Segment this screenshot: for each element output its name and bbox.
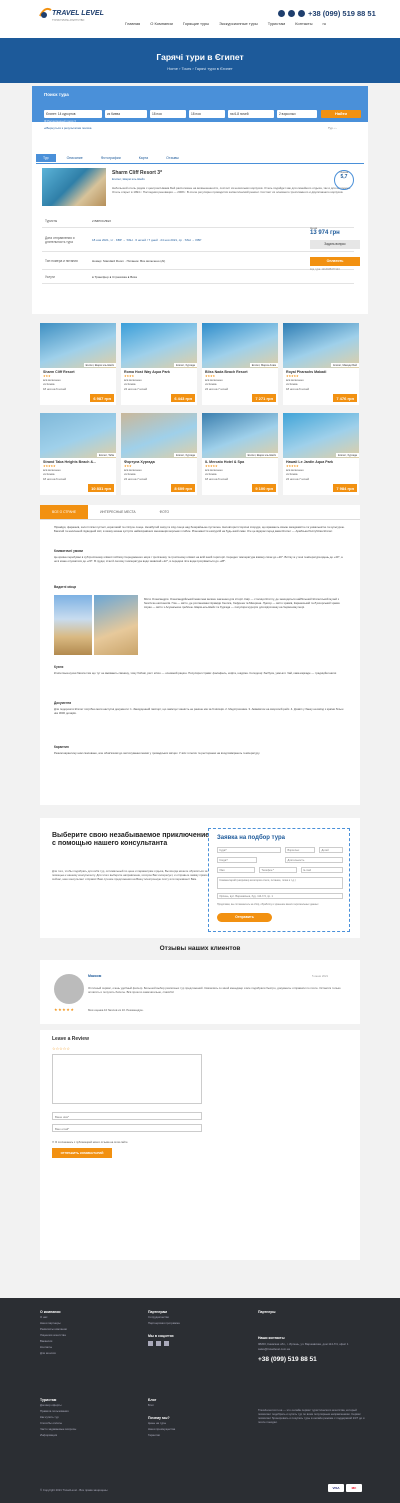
comment-input[interactable]: Комментарий (например категория отеля, питание, пляж и т.д.) xyxy=(217,877,343,889)
tour-card-date: 18 ноя на 6 ночей xyxy=(286,386,310,391)
tour-card-image[interactable] xyxy=(40,323,116,368)
tab-places[interactable]: ИНТЕРЕСНЫЕ МЕСТА xyxy=(100,510,136,514)
tour-card[interactable] xyxy=(283,323,359,405)
tourists-select[interactable]: 2 взрослых xyxy=(277,110,317,118)
row-room xyxy=(42,252,354,270)
consultant-description: Для того, чтобы подобрать для себя тур, оптимальный по цене и параметрам отдыха, Вы всегда можете обратиться за помощью к нашему консультанту. Для этого выберите направление, которое Вас интересует, и отправьте заявку прямо сейчас, наш консультант отправит Вам лучшие предложения на Вашу электронную почту или перезвонит Вам. xyxy=(52,869,208,881)
consent-checkbox[interactable]: ☐ Я соглашаюсь с публикацией моего отзыва на этом сайте xyxy=(52,1141,128,1144)
row-label: Туристы xyxy=(45,218,58,223)
footer-col-contacts xyxy=(258,1310,368,1363)
avatar xyxy=(54,974,84,1004)
footer-link[interactable]: О нас xyxy=(40,1315,48,1319)
social-title: Мы в соцсетях xyxy=(148,1334,174,1338)
footer-link[interactable]: Как купить тур xyxy=(40,1415,59,1419)
footer-col-title: Партнерам xyxy=(148,1310,168,1314)
departure-select[interactable]: из Киева xyxy=(105,110,147,118)
nights-select[interactable]: на 6-8 ночей xyxy=(228,110,274,118)
tour-card-price[interactable]: 10 831 грн xyxy=(88,484,114,492)
tour-card-image[interactable] xyxy=(121,323,197,368)
destination-select[interactable]: Єгипет: 14 курортов xyxy=(44,110,102,118)
footer-link[interactable]: Информация xyxy=(40,1433,58,1437)
search-title: Поиск тура xyxy=(44,92,69,97)
price-value: 13 974 грн xyxy=(310,230,340,236)
tab-photos[interactable]: Фотографии xyxy=(100,156,121,160)
whatsapp-icon[interactable] xyxy=(298,10,305,17)
page-title: Гарячі тури в Єгипет xyxy=(156,52,244,62)
review-stars: ★★★★★ xyxy=(54,1007,75,1012)
review-text: Отличный сервис, очень удобный фильтр. Большой выбор различных тур предложений. Связались со мной менеджер и все подобрали быстро, документы отправили по почте. Остается только оплатить и получить билеты. Всё прошло замечательно, спасибо! xyxy=(88,986,341,994)
tour-card-location: Египет, Таба xyxy=(98,453,114,457)
review-card xyxy=(40,960,360,1024)
nav-language[interactable]: ru xyxy=(322,21,327,26)
row-value: Номер: Standard Room · Питание: Все включено (AI) xyxy=(92,258,166,263)
kids-select[interactable]: Детей xyxy=(319,847,343,853)
country-info xyxy=(40,505,360,805)
consent-text: Продолжая, вы соглашаетесь на сбор, обработку и хранение ваших персональных данных xyxy=(217,903,319,906)
tour-card-date: 24 ноя на 7 ночей xyxy=(205,386,229,391)
footer-col-title: Блог xyxy=(148,1398,157,1402)
row-label: Тип номера и питания xyxy=(45,258,78,263)
tour-card-stars: ★★★★★ xyxy=(286,464,299,468)
tour-card-meal: всё включено xyxy=(286,378,304,383)
tour-card-date: 24 ноя на 7 ночей xyxy=(124,476,148,481)
tour-card-stars: ★★★★ xyxy=(124,374,135,378)
camel-photo[interactable] xyxy=(94,595,138,655)
tour-card-location: Египет, Хургада xyxy=(176,363,195,367)
food-text: Єгипетська кухня багата тим що тут не вживають свинину, тому бобові, рис і м'ясо — основний раціон. Популярні страви: фалафель, кофта, шаурма. Солодощі: басбуса, умм-алі. Чай, кава каркаде — традиційні напої. xyxy=(54,671,337,675)
tour-card-image[interactable] xyxy=(283,323,359,368)
tour-card-price[interactable]: 9 100 грн xyxy=(252,484,276,492)
logo-icon[interactable] xyxy=(38,6,52,20)
tour-card-name[interactable]: Hawaii Le Jardin Aqua Park xyxy=(286,460,334,464)
tour-card-date: 18 ноя на 6 ночей xyxy=(205,476,229,481)
footer-link[interactable]: Контакты xyxy=(40,1345,53,1349)
footer-col-partners xyxy=(148,1310,248,1346)
tour-card-price[interactable]: 6 987 грн xyxy=(90,394,114,402)
ask-question-button[interactable]: Задать вопрос xyxy=(310,240,360,249)
submit-review-button[interactable]: ОТПРАВИТЬ КОММЕНТАРИЙ xyxy=(52,1148,112,1158)
tour-card[interactable] xyxy=(121,413,197,495)
food-heading: Кухня xyxy=(54,665,64,669)
tour-cards xyxy=(40,323,360,495)
name-input[interactable]: Имя xyxy=(217,867,255,873)
tour-card-date: 24 ноя на 7 ночей xyxy=(124,386,148,391)
climate-text: Це країна перебуває в субтропічному кліматі поблизу Середземного моря і тропічному та тропічному кліматі на всій іншій території. Середня температура взимку сягає до +20°. Влітку ж у зоні температура вдень до +40°, а ночі може опускатися до +20°. В грудні, січні й лютому температура води зазвичай +22°, в середині літа вода прогрівається до +28°. xyxy=(54,555,343,563)
places-heading: Видатні місця xyxy=(54,585,77,589)
adults-select[interactable]: Взрослых xyxy=(285,847,315,853)
info-tabs xyxy=(40,505,360,520)
review-date: 5 июня 2021 xyxy=(312,974,329,978)
tour-card-name[interactable]: Фортуна Хургада xyxy=(124,460,155,464)
send-request-button[interactable]: Отправить xyxy=(217,913,272,922)
footer-link[interactable]: Способы оплаты xyxy=(40,1421,62,1425)
places-text: Місто Олександрія. Олександрійський маяк має велике значення для історії. Каїр — столиця Єгипту, де знаходиться найбільший Єгипетський музей з безліччю експонатів. Гіза — місто, де розташовані піраміди Хеопса, Хефрена та Мікерина. Луксор — місто храмів, Карнакський та Луксорський храми. Асуан — місто з Асуанською греблею. Шарм-ель-Шейх та Хургада — популярні курорти для відпочинку на Червоному морі. xyxy=(144,597,341,609)
tour-card[interactable] xyxy=(202,413,278,495)
footer-link[interactable]: Гарантии xyxy=(148,1433,160,1437)
tour-card[interactable] xyxy=(202,323,278,405)
climate-heading: Климатичні умови xyxy=(54,549,83,553)
pyramids-photo[interactable] xyxy=(54,595,92,655)
reviews-title: Отзывы наших клиентов xyxy=(159,945,241,952)
nav-about[interactable]: О Компании xyxy=(150,21,173,26)
tour-card-meal: всё включено xyxy=(205,468,223,473)
tour-panel xyxy=(32,86,368,314)
date-from-input[interactable]: 18 ноя xyxy=(150,110,186,118)
tour-card[interactable] xyxy=(40,413,116,495)
footer-links xyxy=(40,1314,140,1356)
when-input[interactable]: Когда? xyxy=(217,857,257,863)
tour-pager[interactable]: Тур ‹ › xyxy=(328,126,337,130)
tour-card-stars: ★★★ xyxy=(43,374,51,378)
footer-links xyxy=(40,1402,140,1438)
tour-card-price[interactable]: 7 984 грн xyxy=(333,484,357,492)
nav-tourists[interactable]: Туристам xyxy=(267,21,286,26)
footer-col-title: Партнеры xyxy=(258,1310,276,1314)
tour-card[interactable] xyxy=(40,323,116,405)
tour-details xyxy=(42,214,354,284)
tour-card[interactable] xyxy=(121,323,197,405)
row-label: Дата отправления и длительность тура xyxy=(45,235,75,244)
quarantine-text: Режим карантину нині скасовано, але обов'язкові до застосування маски у громадських місцях. У всіх готелях та ресторанах на вході вимірюють температуру. xyxy=(54,751,260,755)
instagram-icon[interactable] xyxy=(156,1341,161,1346)
tour-card-image[interactable] xyxy=(283,413,359,458)
tour-card-stars: ★★★★★ xyxy=(43,464,56,468)
tour-card-meal: всё включено xyxy=(43,468,61,473)
duration-select[interactable]: Длительность xyxy=(285,857,343,863)
facebook-icon[interactable] xyxy=(148,1341,153,1346)
back-to-results-link[interactable]: ◂ Вернуться к результатам поиска xyxy=(44,126,92,130)
nav-hot-tours[interactable]: Горящие туры xyxy=(182,21,210,26)
search-button[interactable]: Найти xyxy=(321,110,361,118)
tour-card-stars: ★★★★★ xyxy=(286,374,299,378)
site-header xyxy=(0,0,400,38)
tour-card-image[interactable] xyxy=(202,323,278,368)
footer-link[interactable]: Для агентов xyxy=(40,1351,56,1355)
footer-link[interactable]: Наши партнеры xyxy=(40,1321,61,1325)
footer-link[interactable]: Партнерская программа xyxy=(148,1321,180,1325)
youtube-icon[interactable] xyxy=(164,1341,169,1346)
office-select[interactable]: Ирпень, вул. Варшавська, буд. 114-Г/4, пр. 1 xyxy=(217,893,343,899)
rating-value: 5,7 xyxy=(340,174,348,180)
hotel-description: Небольшой отель рядом с центром Наама Бей расположен на возвышенности, состоит из нескольких корпусов. Отель подойдет как для семейного отдыха, так и для молодежи. Отель открыт в 1994 г. Последняя реновация — 2008 г. В отеле регулярно проводится косметический ремонт. Состоит из основного трехэтажного и двухэтажного корпусов. xyxy=(112,186,351,194)
mastercard-icon: MC xyxy=(346,1484,362,1492)
tab-photo[interactable]: ФОТО xyxy=(159,510,170,514)
row-value: ● Трансфер ● Страховка ● Виза xyxy=(92,274,137,279)
footer-link[interactable]: Договор оферты xyxy=(40,1403,62,1407)
tour-card-image[interactable] xyxy=(40,413,116,458)
leave-review-form xyxy=(40,1030,360,1260)
email-input[interactable]: E-mail xyxy=(301,867,343,873)
tour-card-price[interactable]: 8 609 грн xyxy=(171,484,195,492)
review-email-input[interactable]: Ваш email* xyxy=(52,1124,202,1132)
main-nav xyxy=(125,21,336,26)
tour-card-meal: всё включено xyxy=(286,468,304,473)
where-input[interactable]: Куда? xyxy=(217,847,281,853)
tour-request-form xyxy=(208,828,350,932)
tour-card-departure: из Киева xyxy=(124,472,136,477)
row-services xyxy=(42,270,354,284)
footer-col-tourists xyxy=(40,1398,140,1438)
tour-card-price[interactable]: 7 476 грн xyxy=(333,394,357,402)
tour-card-name[interactable]: Strand Taba Heights Beach &... xyxy=(43,460,97,464)
tour-card-departure: из Киева xyxy=(43,382,55,387)
docs-heading: Документи xyxy=(54,701,72,705)
price-label: Цена xyxy=(310,226,318,230)
tour-tabs xyxy=(36,154,186,162)
hotel-name[interactable]: Sharm Cliff Resort 3* xyxy=(112,170,163,176)
tab-reviews[interactable]: Отзывы xyxy=(166,156,179,160)
search-box xyxy=(32,86,368,122)
header-phone[interactable]: +38 (099) 519 88 51 xyxy=(308,9,376,18)
hotel-rating xyxy=(334,170,354,190)
footer-about: TravelLevel.com.ua — это онлайн сервис туристического агентства, который позволяет подобрать и купить тур по всем популярным направлениям. Сервис позволяет бронировать и покупать туры в онлайн режиме с поддержкой 24/7 до и после поездки. xyxy=(258,1408,365,1424)
tour-card-image[interactable] xyxy=(202,413,278,458)
hotel-photo[interactable] xyxy=(42,168,106,206)
review-textarea[interactable] xyxy=(52,1054,202,1104)
row-tourists xyxy=(42,214,354,228)
tabs-divider xyxy=(36,163,364,164)
footer-address: 08200, Киевская обл., г. Ирпень, ул. Варшавская, дом 114-Г/4, офис 1 xyxy=(258,1342,349,1346)
tour-card-location: Египет, Хургада xyxy=(338,453,357,457)
tab-tour[interactable]: Тур xyxy=(36,154,56,162)
footer-link[interactable]: Блог xyxy=(148,1403,155,1407)
advanced-search-link[interactable]: ⚙ Расширенный поиск ▾ xyxy=(44,119,76,123)
footer-link[interactable]: Часто задаваемые вопросы xyxy=(40,1427,77,1431)
tour-card-location: Египет, Марса Алам xyxy=(251,363,276,367)
tab-description[interactable]: Описание xyxy=(66,156,83,160)
consent-label: Я соглашаюсь с публикацией моего отзыва на этом сайте xyxy=(55,1141,128,1144)
tour-card-date: 18 ноя на 6 ночей xyxy=(43,386,67,391)
nav-excursions[interactable]: Экскурсионные туры xyxy=(219,21,258,26)
nav-home[interactable]: Главная xyxy=(125,21,141,26)
tour-card-departure: из Киева xyxy=(205,472,217,477)
tour-card-meal: всё включено xyxy=(205,378,223,383)
tour-card[interactable] xyxy=(283,413,359,495)
review-name-input[interactable]: Ваше имя* xyxy=(52,1112,202,1120)
footer-col-company xyxy=(40,1310,140,1356)
footer-links xyxy=(148,1402,248,1408)
footer-link[interactable]: Вакансии xyxy=(40,1339,53,1343)
tab-map[interactable]: Карта xyxy=(138,156,149,160)
tab-about-country[interactable]: ВСЕ О СТРАНЕ xyxy=(40,505,88,519)
page-hero xyxy=(0,38,400,83)
footer-col-title: О компании xyxy=(40,1310,61,1314)
row-value[interactable]: 2 ВЗРОСЛЫХ xyxy=(92,218,112,223)
footer-link[interactable]: Реквизиты компании xyxy=(40,1327,67,1331)
tour-card-price[interactable]: 6 443 грн xyxy=(171,394,195,402)
leave-review-title: Leave a Review xyxy=(52,1036,89,1042)
rating-stars-input[interactable]: ☆☆☆☆☆ xyxy=(52,1046,70,1051)
tour-card-location: Египет, Хургада xyxy=(176,453,195,457)
tour-code: Код тура: 1213935477123 xyxy=(310,268,340,271)
tour-card-departure: из Киева xyxy=(43,472,55,477)
copyright: © Copyright 2021 TravelLevel - Все права защищены xyxy=(40,1488,108,1492)
quarantine-heading: Карантин xyxy=(54,745,69,749)
price-block xyxy=(310,226,360,271)
docs-text: Для подорожі в Єгипет потрібно мати наступні документи: 1. Закордонний паспорт, що закінчує чинність не раніше ніж за 6 місяців. 2. Медстраховка. 3. Авіаквиток на зворотній рейс. 4. Дозвіл у банку на виїзд з країни більш ніж 3000 доларів. xyxy=(54,707,344,715)
tour-card-date: 18 ноя на 6 ночей xyxy=(43,476,67,481)
logo-text[interactable]: TRAVEL LEVEL xyxy=(52,10,104,17)
tour-card-price[interactable]: 7 271 грн xyxy=(252,394,276,402)
review-score: Моя оценка 10 баллов из 10. Рекомендую. xyxy=(88,1008,144,1012)
header-contacts xyxy=(278,9,376,18)
tour-card-location: Египет, Макади Бей xyxy=(333,363,357,367)
phone-input[interactable]: Телефон * xyxy=(259,867,297,873)
tour-card-departure: из Киева xyxy=(124,382,136,387)
tour-card-meal: всё включено xyxy=(43,378,61,383)
intro-text: Піраміди, фараонів, золоті піски пустелі, кораловий та сліпуче сонце. Незабутній захід та схід сонця над безкрайньою пустелею. Неповторні історичні споруди, що вражають своєю загадковістю та унікальністю та культурою. Багатий та насичений підводний світ, в якому можна зустріти найяскравіших мешканців морських глибин. Різноманіття екскурсій на будь-який смак. Усе це відкриє перед вами Єгипет — Арабська Республіка Єгипет. xyxy=(54,525,345,533)
tour-card-name[interactable]: Roma Host Way Aqua Park xyxy=(124,370,170,374)
telegram-icon[interactable] xyxy=(288,10,295,17)
footer-col-blog xyxy=(148,1398,248,1438)
contacts-title: Наши контакты xyxy=(258,1336,285,1340)
footer-link[interactable]: Цены на туры xyxy=(148,1421,167,1425)
nav-contacts[interactable]: Контакты xyxy=(295,21,313,26)
tour-card-meal: всё включено xyxy=(124,378,142,383)
row-dates xyxy=(42,228,354,252)
consultant-section xyxy=(40,818,360,938)
tour-card-name[interactable]: Royal Pharaohs Makadi xyxy=(286,370,327,374)
tour-card-name[interactable]: Bliss Nada Beach Resort xyxy=(205,370,248,374)
visa-icon: VISA xyxy=(328,1484,344,1492)
tour-card-meal: всё включено xyxy=(124,468,142,473)
footer-links xyxy=(148,1314,248,1326)
row-value: 18 ноя 2021, чт · KBP → SSH · 6 ночей / 7 дней · 24 ноя 2021, ср · SSH → KBP xyxy=(92,237,202,242)
tour-card-location: Египет, Шарм эль Шейх xyxy=(85,363,114,367)
consultant-title: Выберите свою незабываемое приключение с помощью нашего консультанта xyxy=(52,832,210,848)
tour-card-name[interactable]: IL Mercato Hotel & Spa xyxy=(205,460,245,464)
tour-card-departure: из Киева xyxy=(205,382,217,387)
footer-link[interactable]: Лицензия агентства xyxy=(40,1333,66,1337)
reviewer-name: Максим xyxy=(88,974,102,978)
footer-col-title: Почему мы? xyxy=(148,1416,170,1420)
tour-card-location: Египет, Шарм эль Шейх xyxy=(247,453,276,457)
viber-icon[interactable] xyxy=(278,10,285,17)
hotel-location[interactable]: Египет, Шарм эль Шейх xyxy=(112,177,145,181)
footer-links xyxy=(148,1420,248,1438)
social-icons xyxy=(148,1341,248,1346)
tour-card-image[interactable] xyxy=(121,413,197,458)
tour-card-stars: ★★★ xyxy=(124,464,132,468)
rating-label: Оценка xyxy=(339,171,349,174)
form-title: Заявка на подбор тура xyxy=(217,835,285,841)
tour-card-stars: ★★★★ xyxy=(205,374,216,378)
footer-email[interactable]: sales@travellevel.com.ua xyxy=(258,1347,290,1351)
footer-link[interactable]: Наши преимущества xyxy=(148,1427,176,1431)
tour-card-name[interactable]: Sharm Cliff Resort xyxy=(43,370,75,374)
date-to-input[interactable]: 18 ноя xyxy=(189,110,225,118)
tour-card-date: 24 ноя на 7 ночей xyxy=(286,476,310,481)
logo-subtitle: ТУРИСТИЧНЕ АГЕНТСТВО xyxy=(52,19,85,22)
breadcrumb[interactable]: Home › Tours › Гарячі тури в Єгипет xyxy=(167,66,233,71)
footer-link[interactable]: Сотрудничество xyxy=(148,1315,170,1319)
site-footer xyxy=(0,1298,400,1503)
footer-link[interactable]: Правила пользования xyxy=(40,1409,69,1413)
footer-col-title: Туристам xyxy=(40,1398,57,1402)
tour-card-departure: из Киева xyxy=(286,382,298,387)
tour-card-departure: из Киева xyxy=(286,472,298,477)
pay-button[interactable]: Оплатить xyxy=(310,257,360,266)
footer-phone[interactable]: +38 (099) 519 88 51 xyxy=(258,1356,317,1363)
tour-card-stars: ★★★★★ xyxy=(205,464,218,468)
row-label: Услуги xyxy=(45,274,55,279)
